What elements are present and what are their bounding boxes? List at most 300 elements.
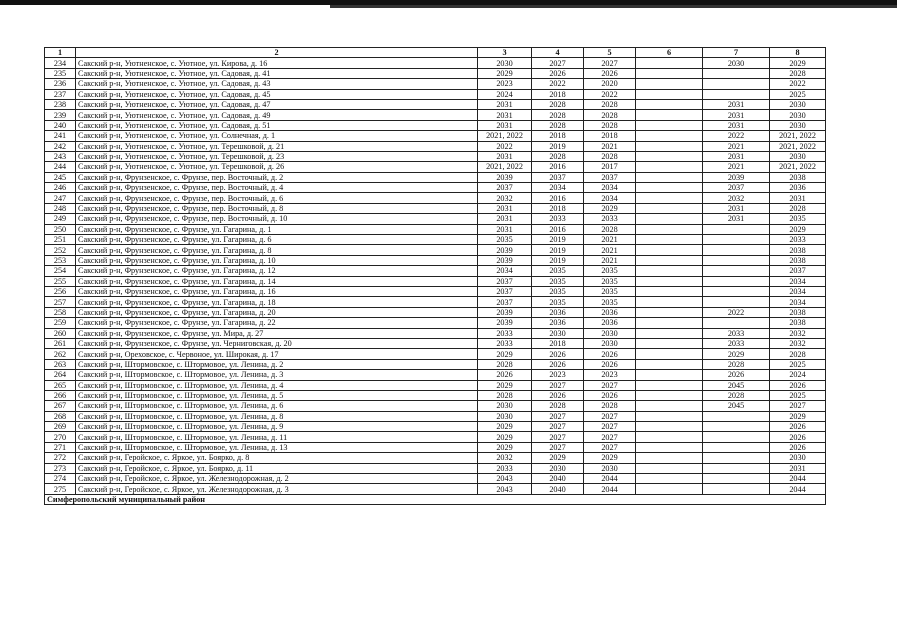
year-cell: 2025 [770, 359, 826, 369]
year-cell: 2037 [584, 172, 636, 182]
address-cell: Сакский р-н, Фрунзенское, с. Фрунзе, ул. Мира, д. 27 [76, 328, 478, 338]
row-number-cell: 242 [45, 141, 76, 151]
year-cell [703, 89, 770, 99]
year-cell: 2028 [532, 120, 584, 130]
year-cell [636, 422, 703, 432]
row-number-cell: 254 [45, 266, 76, 276]
year-cell: 2030 [584, 463, 636, 473]
header-cell: 2 [76, 48, 478, 58]
year-cell: 2018 [532, 338, 584, 348]
year-cell: 2027 [532, 442, 584, 452]
year-cell: 2021 [584, 141, 636, 151]
row-number-cell: 267 [45, 401, 76, 411]
year-cell: 2027 [584, 432, 636, 442]
year-cell: 2030 [478, 401, 532, 411]
year-cell: 2033 [770, 235, 826, 245]
year-cell: 2031 [478, 214, 532, 224]
table-row [45, 307, 826, 317]
year-cell: 2035 [532, 297, 584, 307]
year-cell [636, 276, 703, 286]
year-cell: 2039 [703, 172, 770, 182]
row-number-cell: 235 [45, 68, 76, 78]
year-cell [636, 79, 703, 89]
header-cell: 4 [532, 48, 584, 58]
row-number-cell: 239 [45, 110, 76, 120]
year-cell: 2020 [584, 79, 636, 89]
year-cell: 2035 [532, 266, 584, 276]
address-cell: Сакский р-н, Штормовское, с. Штормовое, ул. Ленина, д. 6 [76, 401, 478, 411]
row-number-cell: 256 [45, 286, 76, 296]
year-cell [703, 68, 770, 78]
address-cell: Сакский р-н, Штормовское, с. Штормовое, ул. Ленина, д. 3 [76, 370, 478, 380]
table-row [45, 276, 826, 286]
table-row [45, 79, 826, 89]
address-cell: Сакский р-н, Фрунзенское, с. Фрунзе, пер. Восточный, д. 2 [76, 172, 478, 182]
address-cell: Сакский р-н, Штормовское, с. Штормовое, ул. Ленина, д. 2 [76, 359, 478, 369]
year-cell: 2045 [703, 380, 770, 390]
year-cell [636, 68, 703, 78]
year-cell: 2027 [532, 58, 584, 68]
year-cell: 2032 [770, 328, 826, 338]
year-cell: 2043 [478, 484, 532, 494]
year-cell: 2039 [478, 318, 532, 328]
year-cell: 2026 [770, 422, 826, 432]
year-cell [636, 58, 703, 68]
year-cell: 2028 [770, 68, 826, 78]
year-cell: 2018 [584, 131, 636, 141]
year-cell: 2037 [478, 297, 532, 307]
year-cell [636, 110, 703, 120]
row-number-cell: 262 [45, 349, 76, 359]
year-cell [636, 401, 703, 411]
year-cell: 2018 [532, 203, 584, 213]
year-cell: 2022 [770, 79, 826, 89]
year-cell [703, 224, 770, 234]
year-cell [636, 307, 703, 317]
address-cell: Сакский р-н, Фрунзенское, с. Фрунзе, ул. Черниговская, д. 20 [76, 338, 478, 348]
year-cell: 2033 [478, 328, 532, 338]
row-number-cell: 275 [45, 484, 76, 494]
year-cell [636, 380, 703, 390]
year-cell: 2029 [703, 349, 770, 359]
year-cell [703, 297, 770, 307]
address-cell: Сакский р-н, Фрунзенское, с. Фрунзе, ул. Гагарина, д. 10 [76, 255, 478, 265]
year-cell: 2027 [584, 380, 636, 390]
address-cell: Сакский р-н, Уютненское, с. Уютное, ул. Садовая, д. 47 [76, 99, 478, 109]
address-cell: Сакский р-н, Фрунзенское, с. Фрунзе, ул. Гагарина, д. 12 [76, 266, 478, 276]
table-row [45, 162, 826, 172]
address-cell: Сакский р-н, Фрунзенское, с. Фрунзе, ул. Гагарина, д. 20 [76, 307, 478, 317]
table-row [45, 328, 826, 338]
year-cell: 2031 [478, 110, 532, 120]
year-cell: 2025 [770, 89, 826, 99]
year-cell: 2023 [584, 370, 636, 380]
row-number-cell: 241 [45, 131, 76, 141]
year-cell: 2022 [532, 79, 584, 89]
address-cell: Сакский р-н, Фрунзенское, с. Фрунзе, пер. Восточный, д. 8 [76, 203, 478, 213]
section-row [45, 494, 826, 504]
table-row [45, 380, 826, 390]
year-cell: 2026 [770, 380, 826, 390]
year-cell: 2044 [584, 474, 636, 484]
year-cell: 2038 [770, 307, 826, 317]
year-cell: 2034 [584, 193, 636, 203]
table-row [45, 99, 826, 109]
table-row [45, 193, 826, 203]
year-cell: 2031 [478, 224, 532, 234]
row-number-cell: 236 [45, 79, 76, 89]
year-cell [636, 328, 703, 338]
table-row [45, 183, 826, 193]
year-cell: 2037 [478, 276, 532, 286]
year-cell: 2035 [478, 235, 532, 245]
year-cell [636, 442, 703, 452]
year-cell: 2028 [584, 224, 636, 234]
address-cell: Сакский р-н, Штормовское, с. Штормовое, ул. Ленина, д. 13 [76, 442, 478, 452]
table-row [45, 89, 826, 99]
year-cell: 2036 [770, 183, 826, 193]
table-row [45, 172, 826, 182]
address-cell: Сакский р-н, Уютненское, с. Уютное, ул. Садовая, д. 41 [76, 68, 478, 78]
address-cell: Сакский р-н, Штормовское, с. Штормовое, ул. Ленина, д. 4 [76, 380, 478, 390]
year-cell [636, 286, 703, 296]
year-cell: 2021, 2022 [770, 131, 826, 141]
table-row [45, 401, 826, 411]
year-cell: 2028 [584, 99, 636, 109]
year-cell: 2029 [478, 349, 532, 359]
year-cell: 2034 [770, 297, 826, 307]
address-cell: Сакский р-н, Геройское, с. Яркое, ул. Железнодорожная, д. 3 [76, 484, 478, 494]
year-cell [636, 255, 703, 265]
address-cell: Сакский р-н, Уютненское, с. Уютное, ул. Терешковой, д. 23 [76, 151, 478, 161]
row-number-cell: 260 [45, 328, 76, 338]
schedule-table [44, 47, 826, 505]
table-row [45, 359, 826, 369]
year-cell: 2028 [478, 390, 532, 400]
year-cell: 2031 [478, 99, 532, 109]
year-cell: 2026 [532, 349, 584, 359]
year-cell: 2021 [584, 255, 636, 265]
year-cell: 2034 [770, 286, 826, 296]
row-number-cell: 246 [45, 183, 76, 193]
table-row [45, 484, 826, 494]
year-cell: 2035 [584, 297, 636, 307]
year-cell: 2027 [532, 411, 584, 421]
year-cell: 2035 [584, 276, 636, 286]
year-cell [703, 79, 770, 89]
address-cell: Сакский р-н, Уютненское, с. Уютное, ул. Солнечная, д. 1 [76, 131, 478, 141]
address-cell: Сакский р-н, Фрунзенское, с. Фрунзе, ул. Гагарина, д. 8 [76, 245, 478, 255]
year-cell [703, 453, 770, 463]
year-cell [636, 183, 703, 193]
table-row [45, 110, 826, 120]
year-cell: 2027 [532, 380, 584, 390]
year-cell: 2032 [703, 193, 770, 203]
table-row [45, 235, 826, 245]
header-cell: 1 [45, 48, 76, 58]
year-cell: 2037 [478, 286, 532, 296]
year-cell [703, 235, 770, 245]
year-cell: 2027 [584, 411, 636, 421]
year-cell: 2026 [584, 390, 636, 400]
year-cell: 2021 [584, 245, 636, 255]
year-cell [703, 432, 770, 442]
table-row [45, 58, 826, 68]
year-cell [636, 151, 703, 161]
year-cell: 2023 [532, 370, 584, 380]
year-cell: 2026 [770, 442, 826, 452]
year-cell: 2030 [703, 58, 770, 68]
row-number-cell: 248 [45, 203, 76, 213]
year-cell: 2037 [770, 266, 826, 276]
address-cell: Сакский р-н, Фрунзенское, с. Фрунзе, ул. Гагарина, д. 22 [76, 318, 478, 328]
year-cell: 2024 [770, 370, 826, 380]
year-cell: 2030 [584, 338, 636, 348]
year-cell: 2030 [532, 463, 584, 473]
address-cell: Сакский р-н, Геройское, с. Яркое, ул. Боярко, д. 8 [76, 453, 478, 463]
year-cell: 2027 [584, 422, 636, 432]
table-row [45, 141, 826, 151]
address-cell: Сакский р-н, Уютненское, с. Уютное, ул. Садовая, д. 49 [76, 110, 478, 120]
year-cell: 2044 [770, 484, 826, 494]
table-row [45, 266, 826, 276]
year-cell: 2035 [532, 276, 584, 286]
year-cell [636, 463, 703, 473]
year-cell: 2026 [584, 359, 636, 369]
year-cell: 2031 [478, 203, 532, 213]
year-cell: 2040 [532, 484, 584, 494]
year-cell: 2039 [478, 255, 532, 265]
year-cell: 2028 [703, 390, 770, 400]
row-number-cell: 258 [45, 307, 76, 317]
year-cell: 2031 [770, 193, 826, 203]
year-cell: 2035 [584, 286, 636, 296]
year-cell [636, 297, 703, 307]
year-cell: 2028 [584, 120, 636, 130]
table-row [45, 432, 826, 442]
year-cell: 2030 [584, 328, 636, 338]
row-number-cell: 273 [45, 463, 76, 473]
year-cell: 2021 [703, 141, 770, 151]
header-cell: 8 [770, 48, 826, 58]
year-cell: 2032 [478, 193, 532, 203]
year-cell [703, 442, 770, 452]
year-cell: 2021, 2022 [478, 162, 532, 172]
table-row [45, 68, 826, 78]
year-cell: 2031 [703, 110, 770, 120]
row-number-cell: 264 [45, 370, 76, 380]
year-cell [636, 370, 703, 380]
year-cell: 2039 [478, 245, 532, 255]
year-cell: 2029 [584, 453, 636, 463]
year-cell: 2029 [478, 432, 532, 442]
year-cell [636, 162, 703, 172]
year-cell: 2032 [770, 338, 826, 348]
year-cell: 2035 [584, 266, 636, 276]
row-number-cell: 244 [45, 162, 76, 172]
year-cell: 2019 [532, 245, 584, 255]
table-row [45, 151, 826, 161]
year-cell: 2036 [532, 307, 584, 317]
year-cell: 2030 [770, 453, 826, 463]
header-cell: 5 [584, 48, 636, 58]
row-number-cell: 261 [45, 338, 76, 348]
year-cell: 2029 [478, 380, 532, 390]
row-number-cell: 237 [45, 89, 76, 99]
address-cell: Сакский р-н, Штормовское, с. Штормовое, ул. Ленина, д. 9 [76, 422, 478, 432]
year-cell: 2033 [532, 214, 584, 224]
table-row [45, 120, 826, 130]
year-cell: 2034 [770, 276, 826, 286]
address-cell: Сакский р-н, Уютненское, с. Уютное, ул. Кирова, д. 16 [76, 58, 478, 68]
year-cell: 2028 [532, 99, 584, 109]
row-number-cell: 238 [45, 99, 76, 109]
year-cell [703, 245, 770, 255]
table-row [45, 203, 826, 213]
table-row [45, 411, 826, 421]
year-cell: 2036 [584, 318, 636, 328]
row-number-cell: 270 [45, 432, 76, 442]
year-cell: 2026 [703, 370, 770, 380]
year-cell: 2022 [703, 131, 770, 141]
year-cell: 2027 [532, 432, 584, 442]
year-cell [703, 463, 770, 473]
year-cell [636, 99, 703, 109]
year-cell: 2031 [703, 203, 770, 213]
table-row [45, 463, 826, 473]
year-cell: 2028 [703, 359, 770, 369]
year-cell: 2030 [478, 411, 532, 421]
year-cell: 2029 [770, 224, 826, 234]
year-cell: 2027 [584, 58, 636, 68]
year-cell [703, 276, 770, 286]
address-cell: Сакский р-н, Геройское, с. Яркое, ул. Боярко, д. 11 [76, 463, 478, 473]
row-number-cell: 266 [45, 390, 76, 400]
year-cell: 2021 [703, 162, 770, 172]
year-cell: 2019 [532, 235, 584, 245]
table-row [45, 390, 826, 400]
scan-top-border-shadow [330, 5, 897, 8]
year-cell [636, 224, 703, 234]
year-cell [636, 432, 703, 442]
table-row [45, 349, 826, 359]
address-cell: Сакский р-н, Фрунзенское, с. Фрунзе, пер. Восточный, д. 10 [76, 214, 478, 224]
year-cell: 2022 [703, 307, 770, 317]
year-cell: 2035 [770, 214, 826, 224]
year-cell: 2021, 2022 [770, 162, 826, 172]
row-number-cell: 234 [45, 58, 76, 68]
row-number-cell: 247 [45, 193, 76, 203]
year-cell: 2031 [703, 151, 770, 161]
address-cell: Сакский р-н, Уютненское, с. Уютное, ул. Садовая, д. 51 [76, 120, 478, 130]
year-cell: 2028 [532, 151, 584, 161]
year-cell [636, 318, 703, 328]
year-cell [703, 286, 770, 296]
year-cell: 2028 [532, 110, 584, 120]
year-cell [636, 484, 703, 494]
table-row [45, 422, 826, 432]
year-cell: 2028 [584, 110, 636, 120]
year-cell: 2037 [478, 183, 532, 193]
year-cell [636, 411, 703, 421]
year-cell: 2039 [478, 172, 532, 182]
row-number-cell: 250 [45, 224, 76, 234]
year-cell: 2032 [478, 453, 532, 463]
address-cell: Сакский р-н, Фрунзенское, с. Фрунзе, ул. Гагарина, д. 14 [76, 276, 478, 286]
row-number-cell: 257 [45, 297, 76, 307]
year-cell [636, 141, 703, 151]
year-cell: 2027 [532, 422, 584, 432]
row-number-cell: 263 [45, 359, 76, 369]
year-cell [703, 318, 770, 328]
address-cell: Сакский р-н, Уютненское, с. Уютное, ул. Садовая, д. 43 [76, 79, 478, 89]
year-cell: 2031 [703, 120, 770, 130]
header-cell: 3 [478, 48, 532, 58]
year-cell: 2037 [703, 183, 770, 193]
year-cell: 2028 [584, 151, 636, 161]
address-cell: Сакский р-н, Уютненское, с. Уютное, ул. Терешковой, д. 21 [76, 141, 478, 151]
year-cell: 2029 [478, 68, 532, 78]
year-cell: 2034 [532, 183, 584, 193]
address-cell: Сакский р-н, Фрунзенское, с. Фрунзе, пер. Восточный, д. 4 [76, 183, 478, 193]
row-number-cell: 268 [45, 411, 76, 421]
row-number-cell: 253 [45, 255, 76, 265]
year-cell: 2038 [770, 245, 826, 255]
year-cell: 2021, 2022 [478, 131, 532, 141]
table-row [45, 214, 826, 224]
address-cell: Сакский р-н, Фрунзенское, с. Фрунзе, пер. Восточный, д. 6 [76, 193, 478, 203]
year-cell: 2038 [770, 172, 826, 182]
year-cell: 2019 [532, 255, 584, 265]
year-cell [636, 453, 703, 463]
year-cell: 2028 [478, 359, 532, 369]
year-cell: 2034 [478, 266, 532, 276]
year-cell: 2031 [478, 120, 532, 130]
year-cell: 2033 [703, 338, 770, 348]
row-number-cell: 240 [45, 120, 76, 130]
year-cell: 2028 [532, 401, 584, 411]
year-cell: 2031 [703, 99, 770, 109]
row-number-cell: 249 [45, 214, 76, 224]
year-cell: 2030 [770, 99, 826, 109]
address-cell: Сакский р-н, Штормовское, с. Штормовое, ул. Ленина, д. 8 [76, 411, 478, 421]
table-row [45, 442, 826, 452]
year-cell [703, 411, 770, 421]
year-cell: 2030 [478, 58, 532, 68]
year-cell: 2029 [478, 422, 532, 432]
row-number-cell: 251 [45, 235, 76, 245]
year-cell: 2029 [532, 453, 584, 463]
row-number-cell: 271 [45, 442, 76, 452]
year-cell [636, 203, 703, 213]
section-title: Симферопольский муниципальный район [45, 494, 826, 504]
year-cell [636, 349, 703, 359]
table-row [45, 370, 826, 380]
year-cell: 2044 [770, 474, 826, 484]
year-cell: 2031 [478, 151, 532, 161]
year-cell [636, 131, 703, 141]
address-cell: Сакский р-н, Фрунзенское, с. Фрунзе, ул. Гагарина, д. 18 [76, 297, 478, 307]
year-cell: 2022 [478, 141, 532, 151]
year-cell: 2033 [584, 214, 636, 224]
year-cell: 2038 [770, 318, 826, 328]
table-row [45, 245, 826, 255]
row-number-cell: 269 [45, 422, 76, 432]
year-cell: 2037 [532, 172, 584, 182]
year-cell [636, 235, 703, 245]
year-cell: 2026 [532, 68, 584, 78]
year-cell [636, 359, 703, 369]
